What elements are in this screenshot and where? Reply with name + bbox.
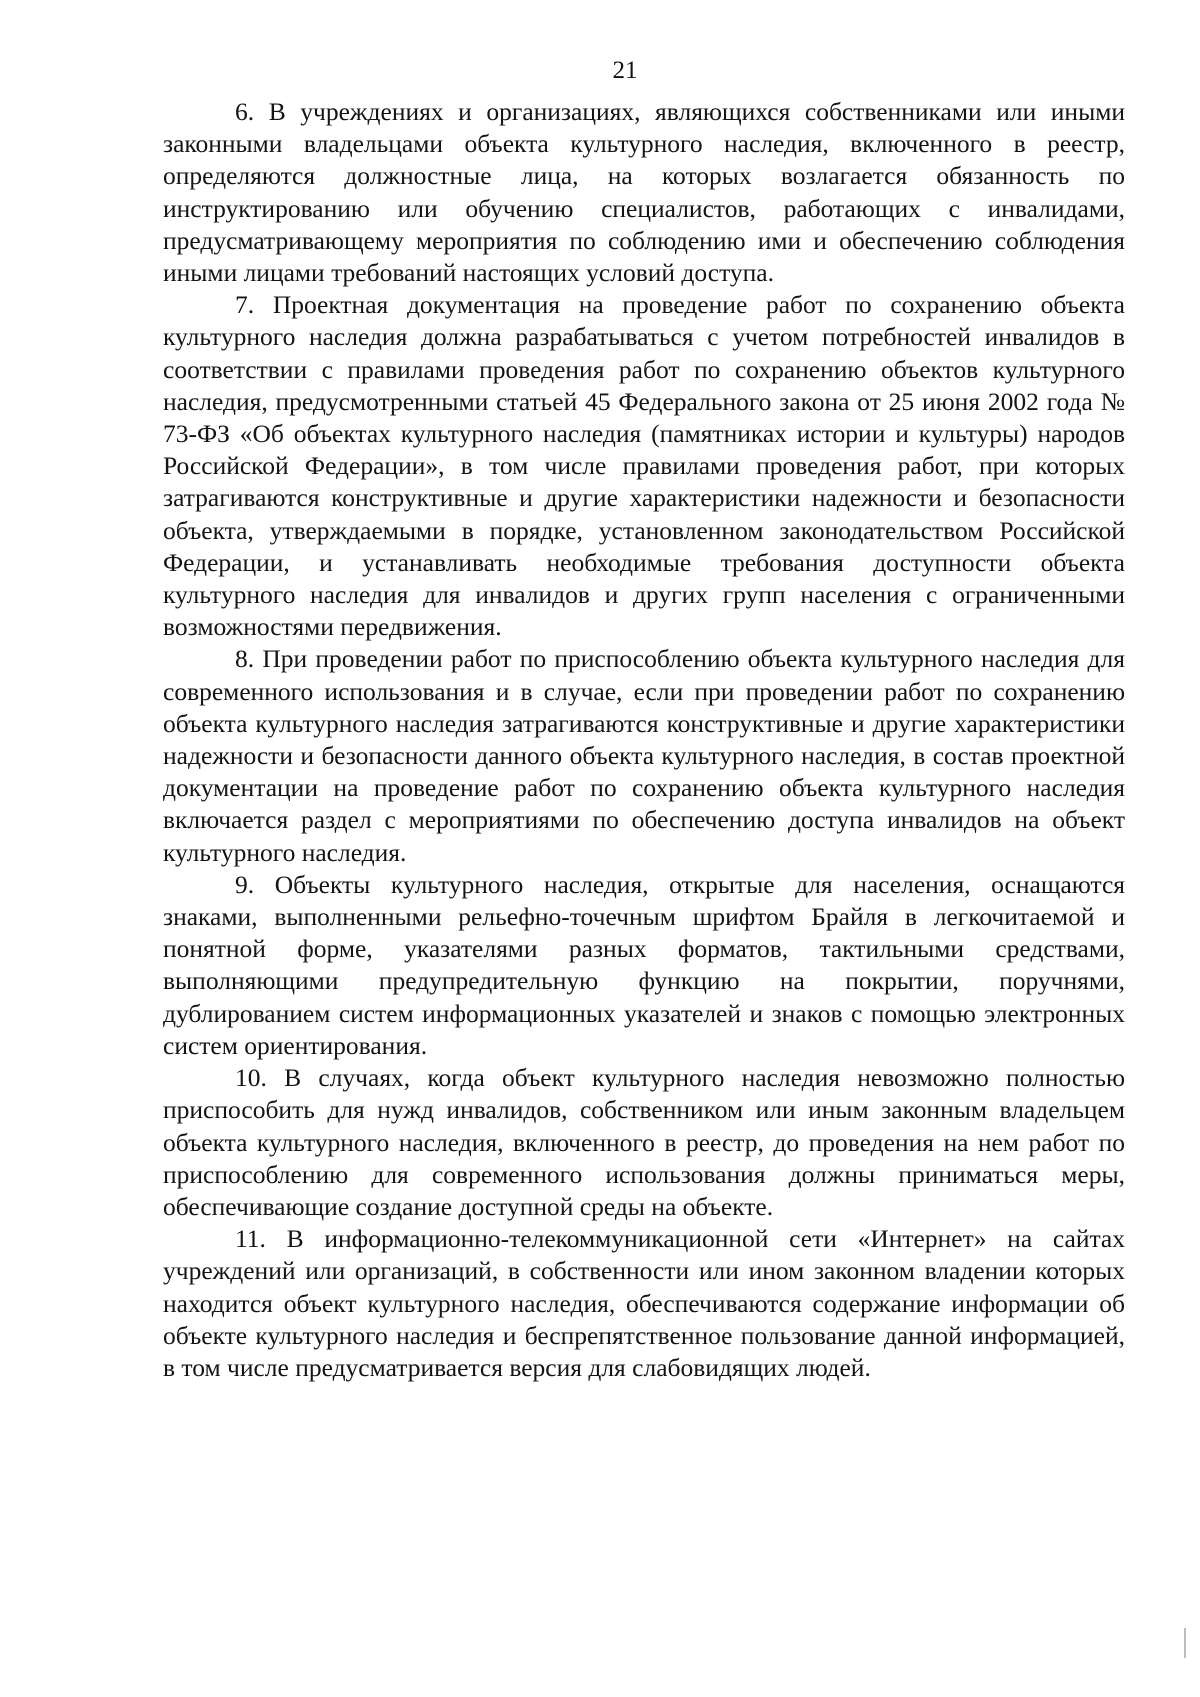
paragraph-7: 7. Проектная документация на проведение работ по сохранению объекта культурного наследия должна разрабатываться с учетом потребностей инвалидов в соответствии с правилами проведения работ по сохранению объектов культурного наследия, предусмотренными статьей 45 Федерального закона от 25 июня 2002 года № 73-ФЗ «Об объектах культурного наследия (памятниках истории и культуры) народов Российской Федерации», в том числе правилами проведения работ, при которых затрагиваются конструктивные и другие характеристики надежности и безопасности объекта, утверждаемыми в порядке, установленном законодательством Российской Федерации, и устанавливать необходимые требования доступности объекта культурного наследия для инвалидов и других групп населения с ограниченными возможностями передвижения. (163, 290, 1125, 642)
paragraph-8: 8. При проведении работ по приспособлению объекта культурного наследия для современного использования и в случае, если при проведении работ по сохранению объекта культурного наследия затрагиваются конструктивные и другие характеристики надежности и безопасности данного объекта культурного наследия, в состав проектной документации на проведение работ по сохранению объекта культурного наследия включается раздел с мероприятиями по обеспечению доступа инвалидов на объект культурного наследия. (163, 644, 1125, 867)
paragraph-11: 11. В информационно-телекоммуникационной сети «Интернет» на сайтах учреждений или организаций, в собственности или ином законном владении которых находится объект культурного наследия, обеспечиваются содержание информации об объекте культурного наследия и беспрепятственное пользование данной информацией, в том числе предусматривается версия для слабовидящих людей. (163, 1224, 1125, 1382)
paragraph-9: 9. Объекты культурного наследия, открытые для населения, оснащаются знаками, выполненными рельефно-точечным шрифтом Брайля в легкочитаемой и понятной форме, указателями разных форматов, тактильными средствами, выполняющими предупредительную функцию на покрытии, поручнями, дублированием систем информационных указателей и знаков с помощью электронных систем ориентирования. (163, 869, 1125, 1060)
paragraph-6: 6. В учреждениях и организациях, являющихся собственниками или иными законными владельцами объекта культурного наследия, включенного в реестр, определяются должностные лица, на которых возлагается обязанность по инструктированию или обучению специалистов, работающих с инвалидами, предусматривающему мероприятия по соблюдению ими и обеспечению соблюдения иными лицами требований настоящих условий доступа. (163, 97, 1125, 288)
scan-edge-mark (1184, 1628, 1186, 1658)
paragraph-10: 10. В случаях, когда объект культурного наследия невозможно полностью приспособить для нужд инвалидов, собственником или иным законным владельцем объекта культурного наследия, включенного в реестр, до проведения на нем работ по приспособлению для современного использования должны приниматься меры, обеспечивающие создание доступной среды на объекте. (163, 1063, 1125, 1221)
page-number: 21 (612, 57, 638, 84)
document-body (163, 96, 1125, 1384)
